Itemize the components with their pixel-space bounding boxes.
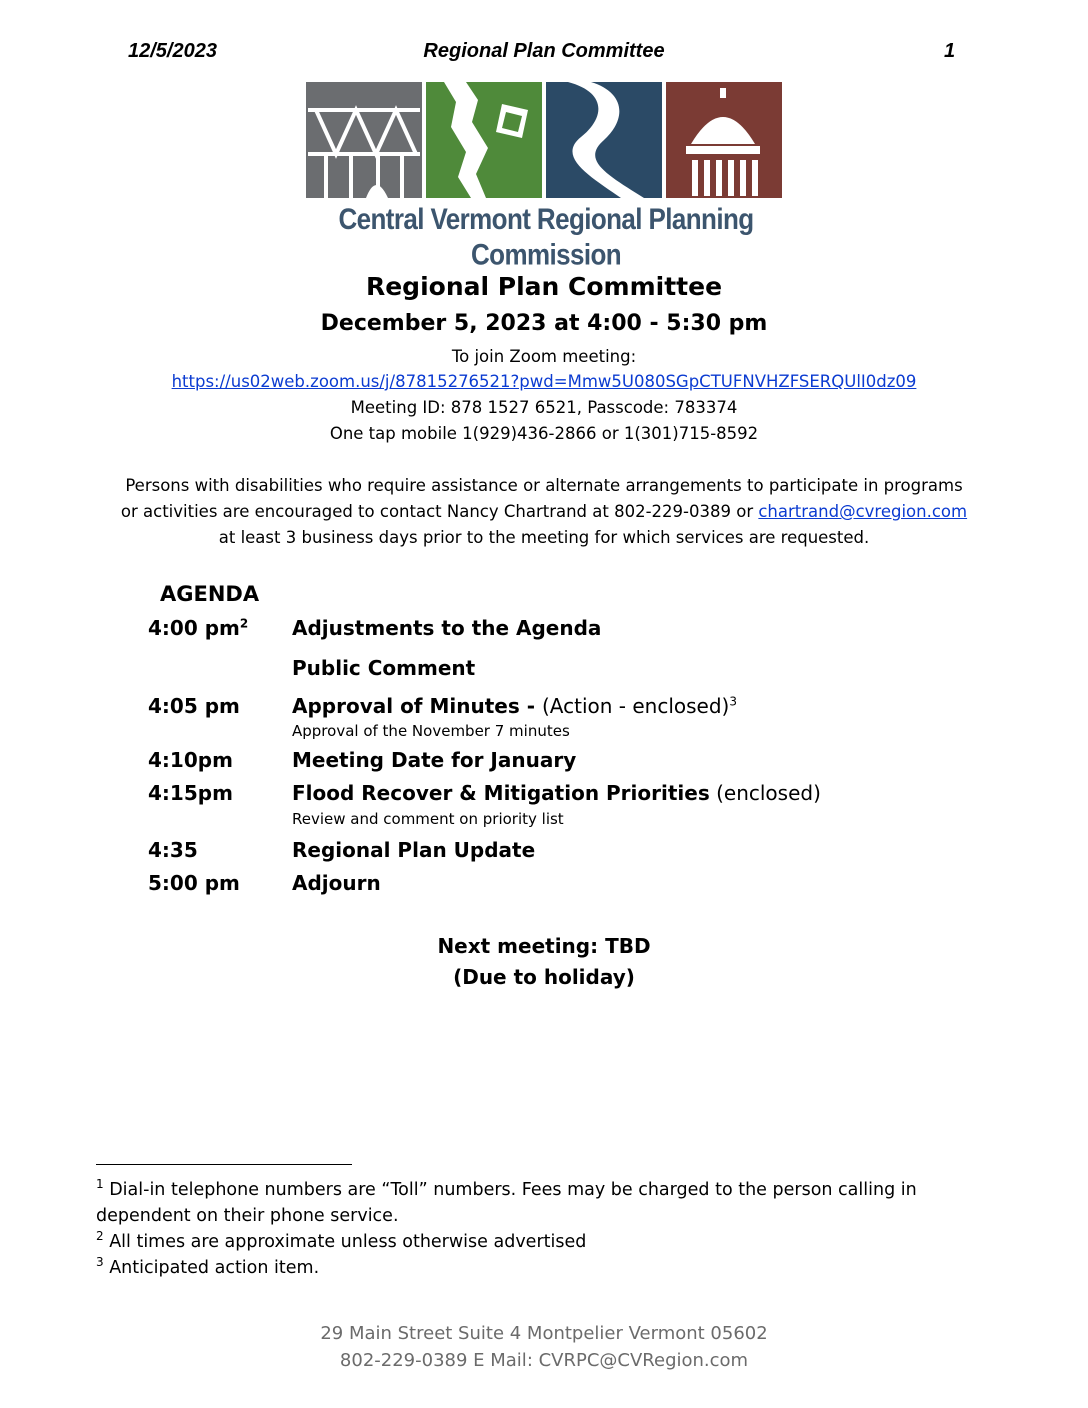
footnote-separator — [96, 1164, 352, 1165]
zoom-link[interactable]: https://us02web.zoom.us/j/87815276521?pwd=Mmw5U080SGpCTUFNVHZFSERQUlI0dz09 — [171, 372, 917, 391]
zoom-intro: To join Zoom meeting: — [451, 347, 637, 366]
agenda-item-title: Approval of Minutes - (Action - enclosed)$^3$ — [292, 694, 737, 718]
agenda-item-subtext: Review and comment on priority list — [292, 810, 564, 828]
agenda-item-title: Meeting Date for January — [292, 748, 577, 772]
next-meeting-note: (Due to holiday) — [453, 965, 635, 989]
one-tap-mobile: One tap mobile 1(929)436-2866 or 1(301)715-8592 — [329, 424, 759, 443]
header-page-number: 1 — [944, 40, 956, 62]
agenda-time: 4:35 — [148, 838, 198, 862]
accessibility-line-1: Persons with disabilities who require assistance or alternate arrangements to participate in programs — [125, 476, 963, 495]
logo-text: Central Vermont Regional Planning Commission — [338, 201, 754, 272]
header-title: Regional Plan Committee — [423, 40, 665, 62]
agenda-item-title: Adjourn — [292, 871, 381, 895]
agenda-item-title: Public Comment — [292, 656, 476, 680]
accessibility-contact-text: or activities are encouraged to contact Nancy Chartrand at 802-229-0389 or — [120, 502, 759, 521]
agenda-time: 4:10pm — [148, 748, 233, 772]
next-meeting: Next meeting: TBD — [437, 934, 651, 958]
meeting-title: Regional Plan Committee — [365, 272, 723, 301]
footnote-ref: 2 — [239, 616, 249, 631]
header-date: 12/5/2023 — [128, 40, 217, 62]
cvrpc-logo — [306, 82, 786, 272]
address-line: 29 Main Street Suite 4 Montpelier Vermont 05602 — [320, 1323, 768, 1344]
agenda-time: 4:05 pm — [148, 694, 240, 718]
agenda-item-note: (enclosed) — [709, 781, 821, 805]
accessibility-line-2 — [0, 502, 1088, 521]
footnote-1: $^1$ Dial-in telephone numbers are “Toll” numbers. Fees may be charged to the person calling in — [96, 1177, 917, 1200]
agenda-item-subtext: Approval of the November 7 minutes — [292, 722, 570, 740]
zoom-link-row — [0, 372, 1088, 391]
agenda-time: 4:00 $pm^2$ — [148, 616, 249, 640]
agenda-item-note: (Action - enclosed) — [541, 694, 730, 718]
agenda-time: 5:00 pm — [148, 871, 240, 895]
contact-email-link[interactable]: chartrand@cvregion.com — [758, 502, 968, 521]
meeting-datetime: December 5, 2023 at 4:00 - 5:30 pm — [320, 311, 768, 336]
footnote-1-continued: dependent on their phone service. — [96, 1206, 399, 1226]
agenda-item-title: Adjustments to the Agenda — [292, 616, 602, 640]
footnote-3: $^3$ Anticipated action item. — [96, 1255, 320, 1278]
agenda-heading: AGENDA — [160, 582, 260, 606]
agenda-item-title: Flood Recover & Mitigation Priorities (enclosed) — [292, 781, 821, 805]
agenda-item-title: Regional Plan Update — [292, 838, 536, 862]
contact-line: 802-229-0389 E Mail: CVRPC@CVRegion.com — [339, 1350, 749, 1371]
footnote-2: $^2$ All times are approximate unless otherwise advertised — [96, 1229, 587, 1252]
accessibility-line-3: at least 3 business days prior to the meeting for which services are requested. — [218, 528, 870, 547]
agenda-time: 4:15pm — [148, 781, 233, 805]
meeting-id: Meeting ID: 878 1527 6521, Passcode: 783374 — [350, 398, 738, 417]
footnote-ref: 3 — [729, 694, 737, 709]
